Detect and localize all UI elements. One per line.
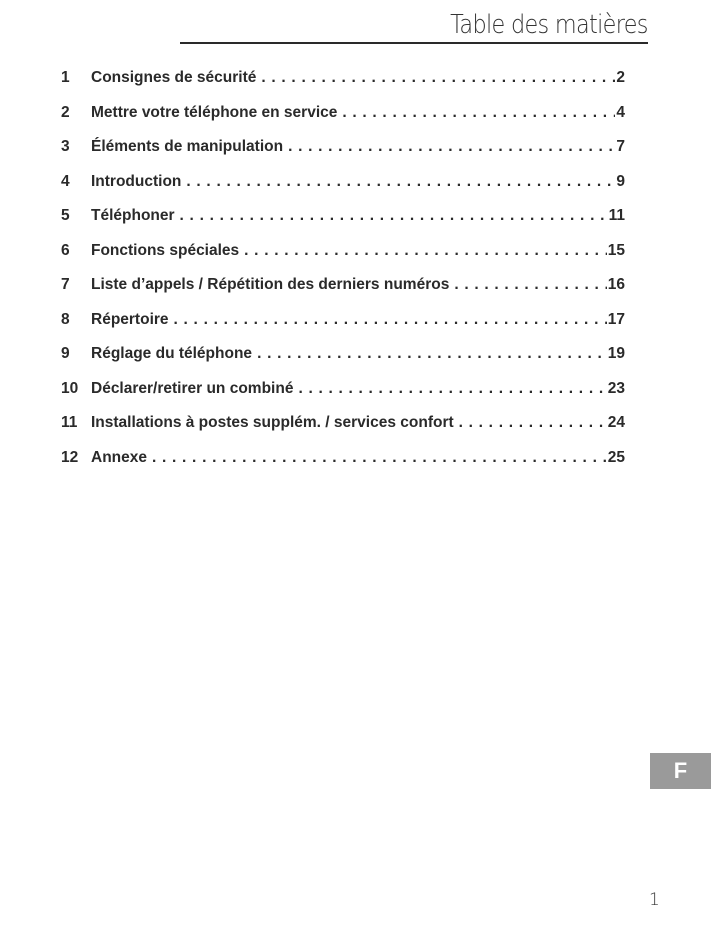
toc-entry (61, 130, 625, 165)
toc-dot-leader (261, 61, 615, 96)
toc-entry-number: 9 (61, 345, 70, 362)
toc-dot-leader (342, 96, 615, 131)
toc-entry-number: 10 (61, 379, 79, 397)
page-title: Table des matières (450, 10, 648, 40)
toc-dot-leader (454, 268, 606, 303)
toc-entry (61, 441, 625, 476)
toc-entry-page: 15 (607, 241, 625, 259)
toc-dot-leader (180, 199, 608, 234)
toc-entry-number: 7 (61, 276, 70, 293)
toc-entry-title: Introduction (91, 172, 182, 190)
header-divider (180, 42, 648, 44)
toc-entry-number: 1 (61, 69, 70, 86)
page-number: 1 (649, 890, 660, 910)
toc-entry (61, 372, 625, 407)
toc-entry-number: 8 (61, 310, 70, 328)
toc-entry-title: Éléments de manipulation (91, 138, 284, 155)
toc-entry-number: 11 (61, 414, 78, 431)
toc-dot-leader (186, 165, 615, 200)
toc-dot-leader (174, 303, 607, 338)
toc-entry-page: 2 (616, 69, 625, 86)
toc-entry-number: 3 (61, 138, 70, 155)
toc-dot-leader (152, 441, 607, 476)
toc-entry-number: 5 (61, 207, 70, 224)
toc-entry-page: 11 (608, 207, 625, 224)
toc-entry (61, 406, 625, 441)
toc-entry-title: Répertoire (91, 310, 169, 328)
toc-entry-title: Fonctions spéciales (91, 241, 240, 259)
language-tab: F (650, 753, 711, 789)
toc-entry-number: 12 (61, 448, 79, 466)
table-of-contents (61, 61, 625, 475)
toc-dot-leader (298, 372, 606, 407)
toc-entry-number: 6 (61, 241, 70, 259)
toc-entry-title: Mettre votre téléphone en service (91, 103, 338, 121)
toc-entry-title: Téléphoner (91, 207, 175, 224)
toc-entry-page: 9 (616, 172, 625, 190)
toc-entry-page: 19 (607, 345, 625, 362)
toc-entry-page: 24 (607, 414, 625, 431)
toc-entry (61, 199, 625, 234)
toc-entry-title: Déclarer/retirer un combiné (91, 379, 294, 397)
toc-entry-number: 2 (61, 103, 70, 121)
toc-entry-title: Consignes de sécurité (91, 69, 257, 86)
toc-entry-page: 23 (607, 379, 625, 397)
toc-entry-number: 4 (61, 172, 70, 190)
toc-entry-page: 25 (607, 448, 625, 466)
toc-entry (61, 234, 625, 269)
toc-dot-leader (288, 130, 615, 165)
toc-entry (61, 337, 625, 372)
toc-dot-leader (244, 234, 607, 269)
toc-entry-title: Annexe (91, 448, 147, 466)
toc-entry (61, 165, 625, 200)
toc-entry-title: Liste d’appels / Répétition des derniers numéros (91, 276, 450, 293)
toc-dot-leader (459, 406, 607, 441)
toc-entry (61, 303, 625, 338)
toc-entry (61, 96, 625, 131)
toc-entry-page: 17 (607, 310, 625, 328)
toc-entry (61, 268, 625, 303)
toc-entry-page: 16 (607, 276, 625, 293)
toc-entry-title: Réglage du téléphone (91, 345, 253, 362)
toc-entry-page: 4 (616, 103, 625, 121)
toc-entry-page: 7 (616, 138, 625, 155)
toc-entry-title: Installations à postes supplém. / services confort (91, 414, 454, 431)
toc-entry (61, 61, 625, 96)
toc-dot-leader (257, 337, 607, 372)
